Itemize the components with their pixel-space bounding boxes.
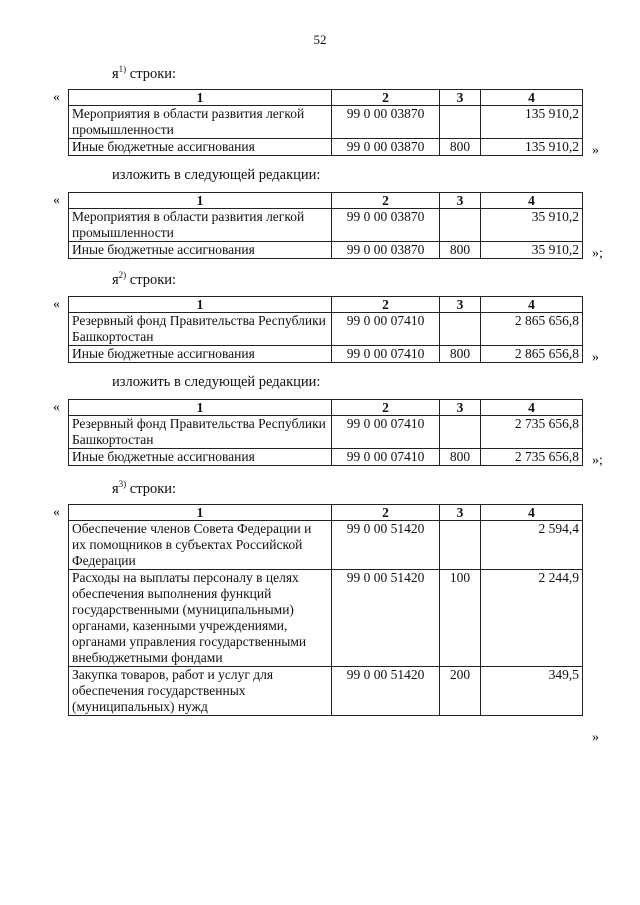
- table-row: Резервный фонд Правительства Республики Башкортостан 99 0 00 07410 2 865 656,8: [69, 313, 583, 346]
- table-block-1: 1 2 3 4 Мероприятия в области развития легкой промышленности 99 0 00 03870 135 910,2 Иные бюджетные ассигнования 99 0 00 03870 800 135 910,2: [68, 89, 583, 156]
- table-row: Иные бюджетные ассигнования 99 0 00 03870 800 35 910,2: [69, 242, 583, 259]
- table-row: Обеспечение членов Совета Федерации и их помощников в субъектах Российской Федерации 99 0 00 51420 2 594,4: [69, 521, 583, 570]
- close-quote-5: »: [592, 730, 599, 745]
- intro-para-2: изложить в следующей редакции:: [112, 167, 321, 183]
- intro-para-4: изложить в следующей редакции:: [112, 374, 321, 390]
- table-row: Резервный фонд Правительства Республики Башкортостан 99 0 00 07410 2 735 656,8: [69, 416, 583, 449]
- table-block-5: 1 2 3 4 Обеспечение членов Совета Федерации и их помощников в субъектах Российской Федерации 99 0 00 51420 2 594,4 Расходы на выплаты персоналу в целях обеспечения выполнения функций государственными (муниципальными) органами, казенными учреждениями, органами управления государственными внебюджетными фондами 99 0 00 51420 100 2 244,9 Закупка товаров, работ и услуг для обеспечения государственных (муниципальных) нужд 99 0 00 51420 200 349,5: [68, 504, 583, 716]
- table-row: Иные бюджетные ассигнования 99 0 00 03870 800 135 910,2: [69, 139, 583, 156]
- table-block-3: 1 2 3 4 Резервный фонд Правительства Республики Башкортостан 99 0 00 07410 2 865 656,8 Иные бюджетные ассигнования 99 0 00 07410 800 2 865 656,8: [68, 296, 583, 363]
- intro-para-5: $я^{3)}$ строки:: [112, 479, 177, 497]
- intro-para-1: $я^{1)}$ строки:: [112, 64, 177, 82]
- intro-para-3: $я^{2)}$ строки:: [112, 270, 177, 288]
- table-row: Закупка товаров, работ и услуг для обеспечения государственных (муниципальных) нужд 99 0 00 51420 200 349,5: [69, 667, 583, 716]
- table-row: Иные бюджетные ассигнования 99 0 00 07410 800 2 735 656,8: [69, 449, 583, 466]
- close-quote-2: »;: [592, 246, 603, 261]
- open-quote-2: «: [53, 193, 60, 208]
- table-row: Мероприятия в области развития легкой промышленности 99 0 00 03870 135 910,2: [69, 106, 583, 139]
- table-row: Мероприятия в области развития легкой промышленности 99 0 00 03870 35 910,2: [69, 209, 583, 242]
- open-quote-4: «: [53, 400, 60, 415]
- close-quote-1: »: [592, 143, 599, 158]
- open-quote-3: «: [53, 297, 60, 312]
- page-number: 52: [313, 32, 327, 47]
- table-block-2: 1 2 3 4 Мероприятия в области развития легкой промышленности 99 0 00 03870 35 910,2 Иные бюджетные ассигнования 99 0 00 03870 800 35 910,2: [68, 192, 583, 259]
- table-row: Расходы на выплаты персоналу в целях обеспечения выполнения функций государственными (муниципальными) органами, казенными учреждениями, органами управления государственными внебюджетными фондами 99 0 00 51420 100 2 244,9: [69, 570, 583, 667]
- open-quote-1: «: [53, 90, 60, 105]
- open-quote-5: «: [53, 505, 60, 520]
- table-row: Иные бюджетные ассигнования 99 0 00 07410 800 2 865 656,8: [69, 346, 583, 363]
- close-quote-4: »;: [592, 453, 603, 468]
- table-block-4: 1 2 3 4 Резервный фонд Правительства Республики Башкортостан 99 0 00 07410 2 735 656,8 Иные бюджетные ассигнования 99 0 00 07410 800 2 735 656,8: [68, 399, 583, 466]
- close-quote-3: »: [592, 350, 599, 365]
